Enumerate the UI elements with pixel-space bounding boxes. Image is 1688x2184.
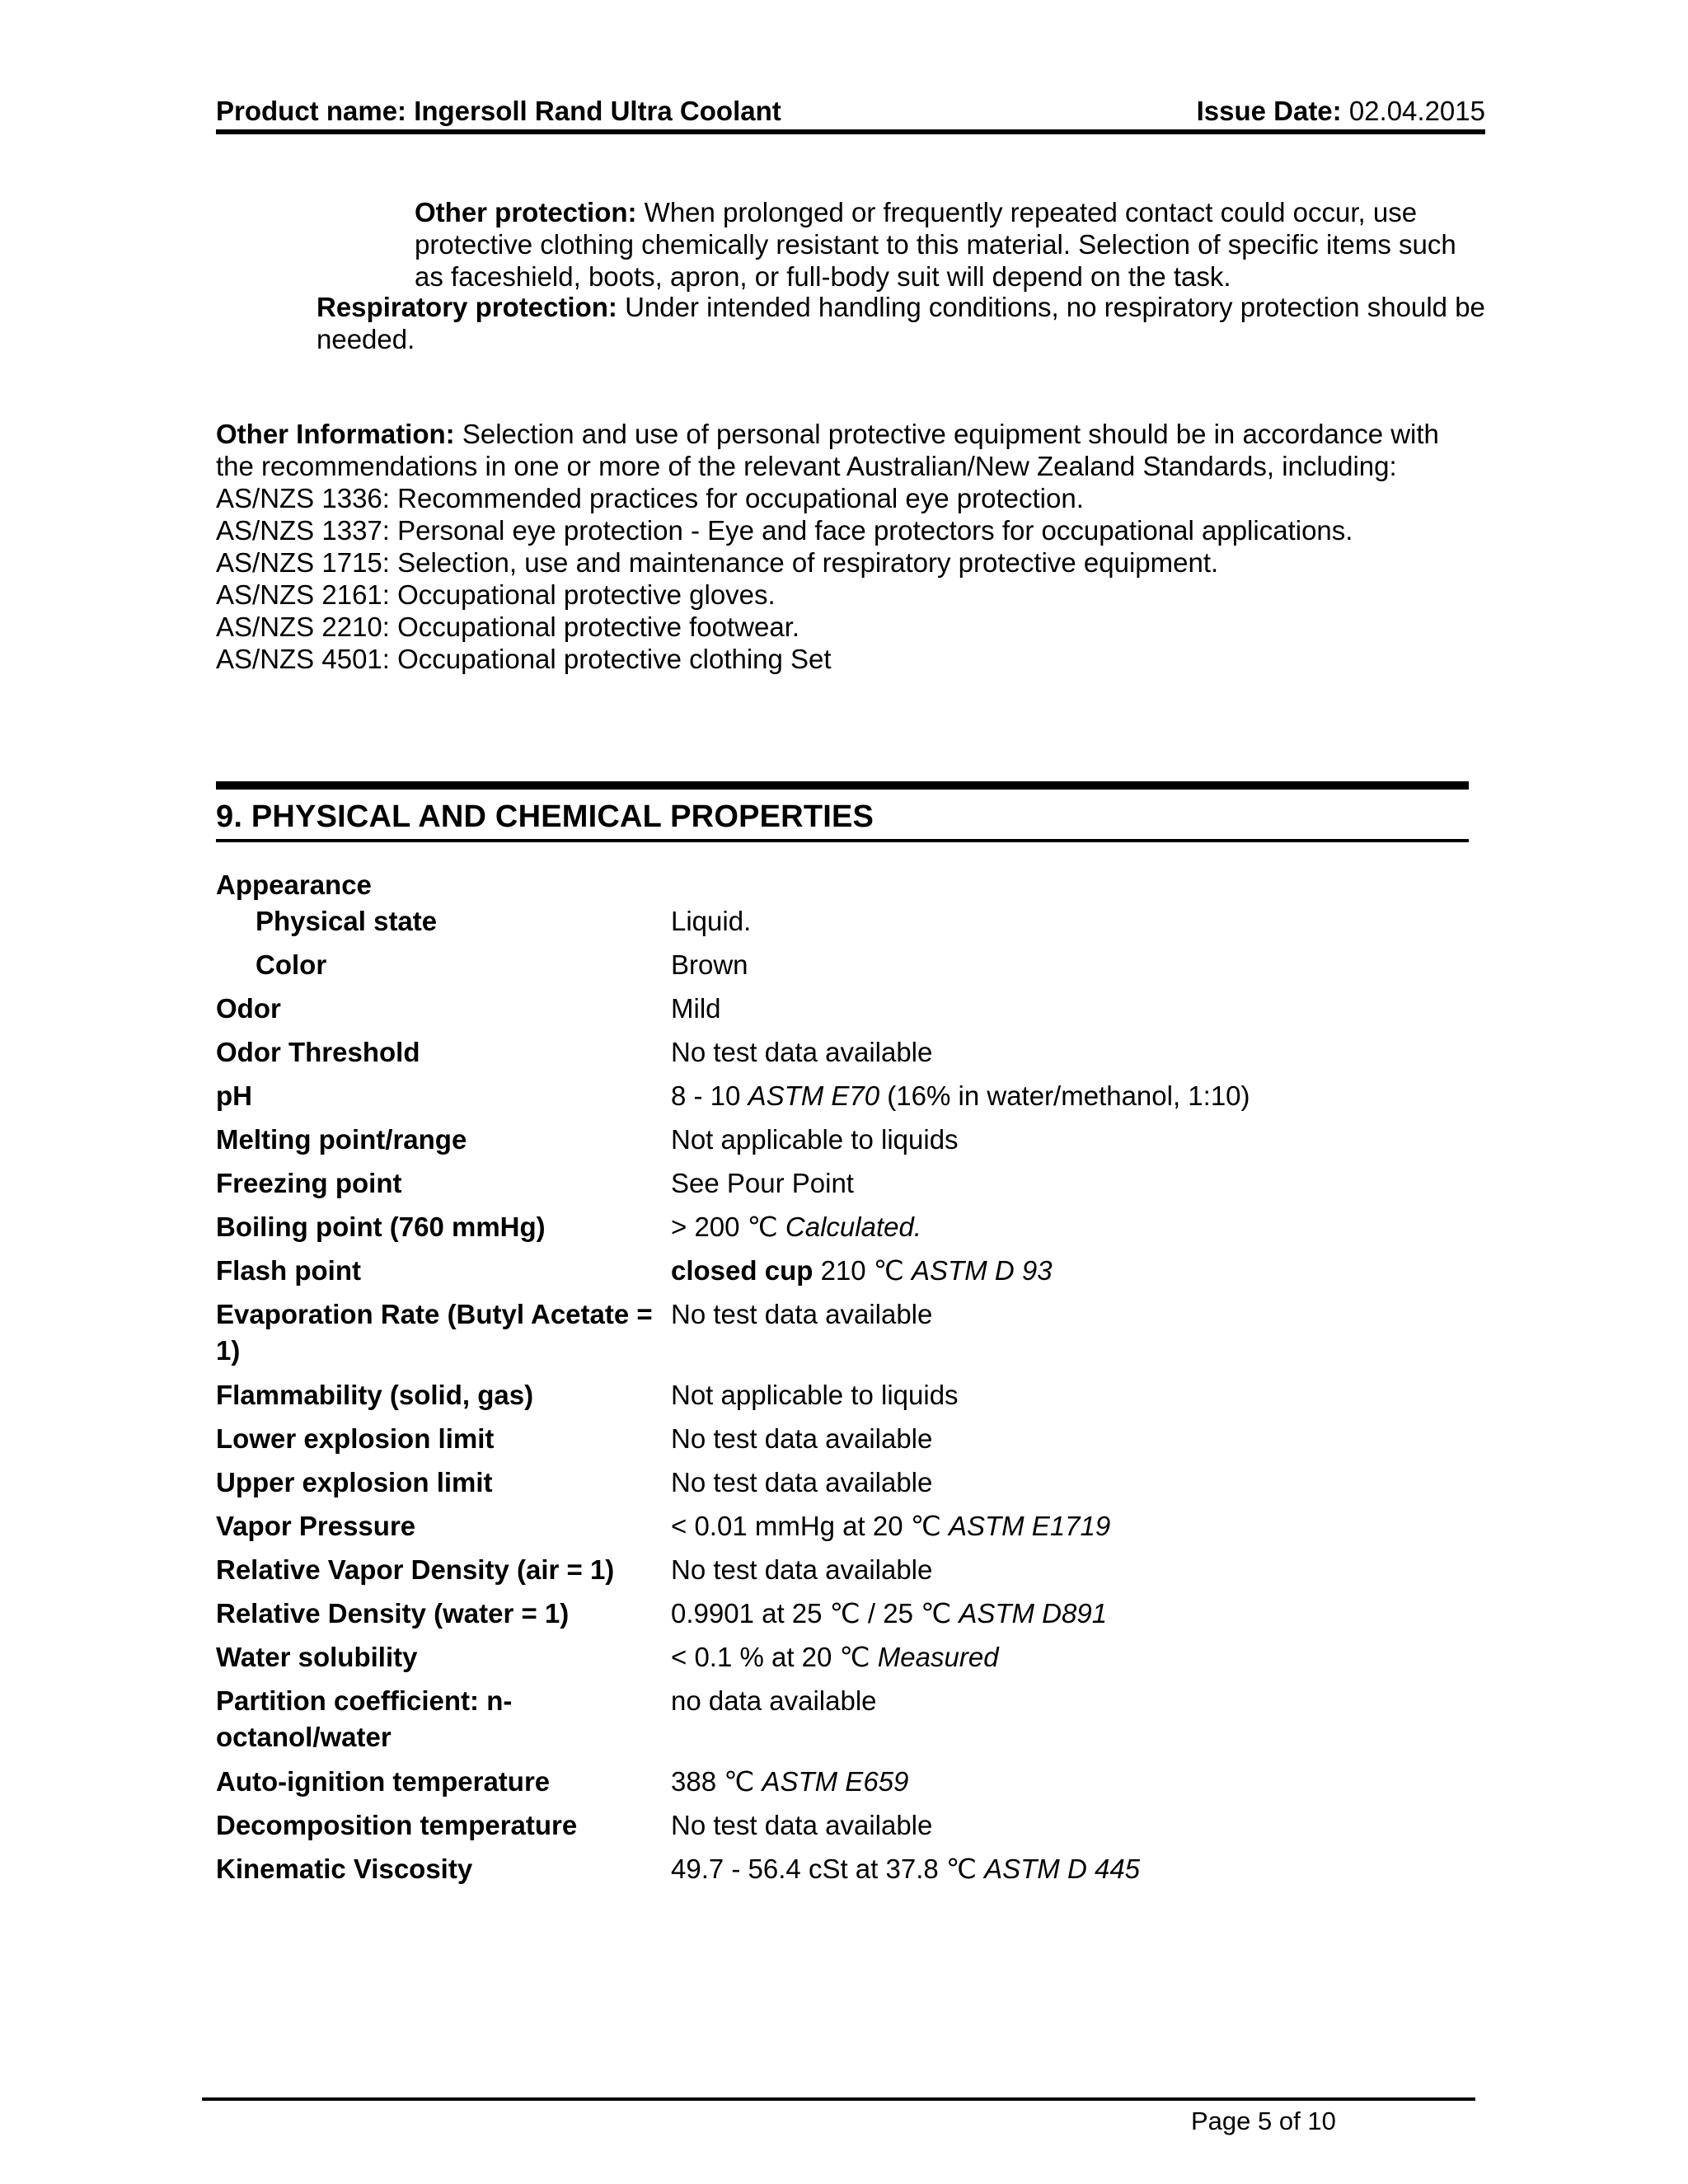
property-name: Flash point <box>216 1255 361 1286</box>
value-text: Not applicable to liquids <box>671 1380 959 1410</box>
property-value <box>671 1508 1479 1544</box>
property-row <box>216 1209 1485 1253</box>
property-value <box>671 1465 1479 1501</box>
method-text: ASTM D 445 <box>984 1854 1141 1884</box>
value-text: No test data available <box>671 1037 933 1067</box>
property-row <box>216 1034 1485 1078</box>
property-row <box>216 1165 1485 1209</box>
property-row <box>216 1296 1485 1377</box>
property-name: Boiling point (760 mmHg) <box>216 1212 546 1242</box>
property-value <box>671 1639 1479 1675</box>
property-value <box>671 903 1479 940</box>
method-text: ASTM E70 <box>748 1080 880 1111</box>
property-value <box>671 1034 1479 1071</box>
value-text: No test data available <box>671 1554 933 1585</box>
property-name: Flammability (solid, gas) <box>216 1380 534 1410</box>
property-row <box>216 1764 1485 1807</box>
value-text: No test data available <box>671 1299 933 1329</box>
property-row <box>216 1508 1485 1552</box>
property-name: Evaporation Rate (Butyl Acetate = 1) <box>216 1299 653 1366</box>
property-row <box>216 1465 1485 1508</box>
property-value <box>671 1253 1479 1289</box>
properties-table <box>216 867 1485 1895</box>
note-text: (16% in water/methanol, 1:10) <box>887 1080 1250 1111</box>
value-text: Mild <box>671 993 721 1024</box>
method-text: ASTM E1719 <box>948 1511 1111 1541</box>
standard-item: AS/NZS 1336: Recommended practices for occupational eye protection. <box>216 483 1084 513</box>
property-name: Water solubility <box>216 1642 418 1672</box>
section-rule-bottom <box>216 839 1469 842</box>
property-row <box>216 1596 1485 1639</box>
property-name: Relative Density (water = 1) <box>216 1598 570 1629</box>
header-rule <box>216 129 1485 134</box>
other-information-intro: Selection and use of personal protective equipment should be in accordance with <box>462 419 1439 449</box>
property-value <box>671 991 1479 1027</box>
property-name: Color <box>256 949 327 980</box>
property-name: Melting point/range <box>216 1124 467 1155</box>
property-value <box>671 1122 1479 1158</box>
method-text: ASTM D 93 <box>912 1255 1053 1286</box>
property-value <box>671 1296 1479 1333</box>
property-name: Auto-ignition temperature <box>216 1766 551 1797</box>
respiratory-protection <box>316 291 1487 355</box>
respiratory-protection-text: Under intended handling conditions, no respiratory protection should be needed. <box>316 292 1485 354</box>
property-name: Odor <box>216 993 281 1024</box>
property-row <box>216 1552 1485 1596</box>
property-name: Relative Vapor Density (air = 1) <box>216 1554 615 1585</box>
property-row <box>216 991 1485 1034</box>
value-text: Liquid. <box>671 906 752 936</box>
property-name: Decomposition temperature <box>216 1810 578 1840</box>
value-text: Brown <box>671 949 748 980</box>
other-protection-text: When prolonged or frequently repeated contact could occur, use protective clothing chemically resistant to this material. Selection of specific items such as faceshield, boots, apron, or full-body suit will depend on the task. <box>415 197 1456 292</box>
standard-item: AS/NZS 1337: Personal eye protection - Eye and face protectors for occupational applications. <box>216 515 1353 546</box>
issue-date-label: Issue Date: <box>1196 96 1342 126</box>
standard-item: AS/NZS 1715: Selection, use and maintenance of respiratory protective equipment. <box>216 547 1219 578</box>
section-rule-top <box>216 781 1469 790</box>
property-row <box>216 947 1485 991</box>
other-information-label: Other Information: <box>216 419 455 449</box>
property-value <box>671 1764 1479 1800</box>
property-row <box>216 1253 1485 1296</box>
other-information <box>216 418 1485 675</box>
property-value <box>671 947 1479 983</box>
issue-date-value: 02.04.2015 <box>1348 96 1485 126</box>
property-value <box>671 1377 1479 1413</box>
method-text: Measured <box>877 1642 999 1672</box>
value-text: Not applicable to liquids <box>671 1124 959 1155</box>
property-name: Kinematic Viscosity <box>216 1854 473 1884</box>
value-text: No test data available <box>671 1810 933 1840</box>
value-text: < 0.1 % at 20 ℃ <box>671 1642 870 1672</box>
other-protection <box>415 196 1486 293</box>
value-text: > 200 ℃ <box>671 1212 778 1242</box>
method-text: ASTM D891 <box>959 1598 1108 1629</box>
property-name: pH <box>216 1080 252 1111</box>
value-text: No test data available <box>671 1467 933 1497</box>
product-name: Product name: Ingersoll Rand Ultra Coolant <box>216 96 781 126</box>
value-text: See Pour Point <box>671 1168 854 1198</box>
page-header <box>216 92 1485 135</box>
property-value <box>671 1596 1479 1632</box>
standard-item: AS/NZS 2161: Occupational protective gloves. <box>216 579 776 610</box>
page-number: Page 5 of 10 <box>1191 2107 1336 2135</box>
value-text: no data available <box>671 1685 877 1716</box>
property-row <box>216 1851 1485 1895</box>
property-row <box>216 903 1485 947</box>
footer-rule <box>202 2097 1475 2101</box>
property-name: Vapor Pressure <box>216 1511 416 1541</box>
value-text: 49.7 - 56.4 cSt at 37.8 ℃ <box>671 1854 977 1884</box>
issue-date <box>1197 96 1485 127</box>
property-name: Odor Threshold <box>216 1037 420 1067</box>
prefix-text: closed cup <box>671 1255 814 1286</box>
property-value <box>671 1078 1479 1114</box>
property-value <box>671 1209 1479 1245</box>
other-information-line-2: the recommendations in one or more of the relevant Australian/New Zealand Standards, including: <box>216 451 1397 481</box>
section-title: 9. PHYSICAL AND CHEMICAL PROPERTIES <box>216 799 874 834</box>
property-name: Freezing point <box>216 1168 402 1198</box>
method-text: Calculated. <box>785 1212 922 1242</box>
property-value <box>671 1552 1479 1588</box>
property-name: Physical state <box>256 906 438 936</box>
property-row <box>216 1078 1485 1122</box>
property-row <box>216 1683 1485 1764</box>
method-text: ASTM E659 <box>762 1766 909 1797</box>
property-name: Partition coefficient: n-octanol/water <box>216 1685 513 1752</box>
property-value <box>671 1851 1479 1887</box>
property-value <box>671 1165 1479 1202</box>
property-row <box>216 1639 1485 1683</box>
property-row <box>216 1421 1485 1465</box>
property-value <box>671 1683 1479 1719</box>
property-row <box>216 1377 1485 1421</box>
property-row <box>216 1807 1485 1851</box>
other-information-line-1 <box>216 418 1485 450</box>
property-name: Upper explosion limit <box>216 1467 493 1497</box>
value-text: No test data available <box>671 1423 933 1454</box>
standard-item: AS/NZS 2210: Occupational protective footwear. <box>216 612 800 642</box>
other-protection-label: Other protection: <box>415 197 637 227</box>
property-name: Appearance <box>216 869 372 900</box>
property-row <box>216 1122 1485 1165</box>
value-text: 0.9901 at 25 ℃ / 25 ℃ <box>671 1598 952 1629</box>
respiratory-protection-label: Respiratory protection: <box>316 292 617 322</box>
standard-item: AS/NZS 4501: Occupational protective clothing Set <box>216 644 832 674</box>
value-text: < 0.01 mmHg at 20 ℃ <box>671 1511 941 1541</box>
property-value <box>671 1421 1479 1457</box>
appearance-row <box>216 867 1485 903</box>
property-value <box>671 1807 1479 1844</box>
value-text: 8 - 10 <box>671 1080 741 1111</box>
value-text: 388 ℃ <box>671 1766 755 1797</box>
property-name: Lower explosion limit <box>216 1423 495 1454</box>
value-text: 210 ℃ <box>820 1255 904 1286</box>
